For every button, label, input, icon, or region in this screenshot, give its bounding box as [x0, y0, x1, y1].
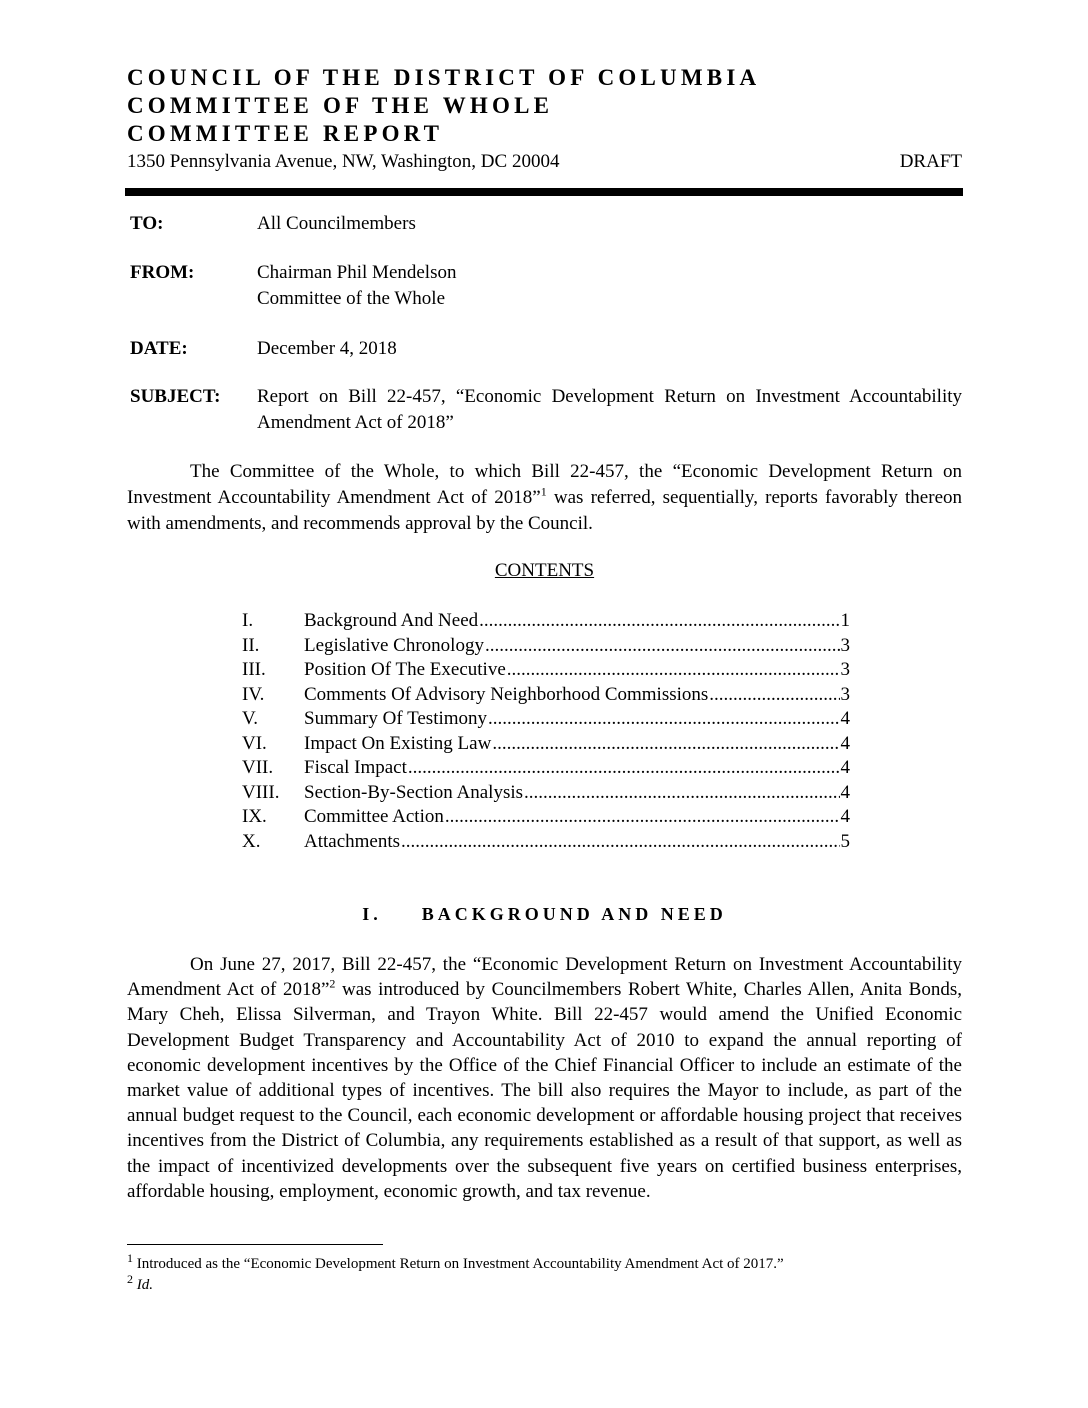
toc-entry-page: 4 [840, 806, 850, 827]
toc-entry-number: VI. [242, 732, 267, 754]
report-heading: COMMITTEE REPORT [127, 121, 444, 146]
toc-dot-leader [401, 830, 839, 854]
footnote-2 [127, 1272, 962, 1295]
footnote-2-number: 2 [127, 1272, 133, 1286]
toc-entry[interactable] [242, 805, 850, 830]
toc-entry-page: 4 [840, 732, 850, 754]
toc-entry-title: Background And Need [304, 610, 479, 631]
background-text-1: On June 27, 2017, Bill 22-457, the “Economic Development Return on Investment Accountability Amendment Act of 2018” [127, 954, 962, 1001]
from-label: FROM: [130, 262, 195, 283]
toc-entry-title: Fiscal Impact [304, 757, 407, 778]
toc-entry-page: 4 [840, 708, 850, 729]
toc-dot-leader [709, 683, 839, 707]
toc-entry-number: VIII. [242, 781, 280, 803]
toc-entry[interactable] [242, 658, 850, 683]
memo-from [130, 260, 962, 312]
memo-subject [130, 384, 962, 436]
toc-entry-number: V. [242, 708, 259, 729]
toc-entry[interactable] [242, 683, 850, 708]
toc-entry-page: 5 [840, 830, 850, 852]
from-line-1: Chairman Phil Mendelson [257, 262, 457, 283]
footnote-ref-2[interactable]: 2 [329, 976, 336, 991]
toc-entry-number: I. [242, 610, 254, 631]
toc-entry-number: X. [242, 830, 261, 852]
toc-dot-leader [479, 609, 839, 633]
footnote-rule [127, 1244, 383, 1245]
intro-paragraph [127, 459, 962, 537]
toc-entry-page: 3 [840, 683, 850, 705]
footnote-1-number: 1 [127, 1251, 133, 1265]
background-paragraph [127, 952, 962, 1204]
subject-label: SUBJECT: [130, 386, 221, 407]
toc-entry-number: VII. [242, 757, 274, 778]
toc-entry-number: III. [242, 659, 266, 680]
footnote-2-text: Id. [136, 1277, 153, 1293]
toc-entry-number: II. [242, 634, 260, 656]
footnote-1 [127, 1251, 962, 1274]
toc-entry-number: IX. [242, 806, 267, 827]
section-heading [127, 902, 962, 926]
toc-entry-page: 4 [840, 757, 850, 778]
toc-dot-leader [488, 707, 839, 731]
toc-entry-title: Attachments [304, 830, 401, 852]
draft-label: DRAFT [899, 151, 962, 172]
date-label: DATE: [130, 338, 188, 359]
toc-entry-page: 3 [840, 634, 850, 656]
footnote-ref-1[interactable]: 1 [540, 484, 547, 499]
toc-entry[interactable] [242, 830, 850, 855]
memo-date [130, 336, 962, 362]
toc-entry[interactable] [242, 634, 850, 659]
toc-entry-title: Section-By-Section Analysis [304, 781, 524, 803]
date-value: December 4, 2018 [257, 338, 397, 359]
toc-entry-title: Summary Of Testimony [304, 708, 488, 729]
toc-entry[interactable] [242, 609, 850, 634]
toc-dot-leader [445, 805, 840, 829]
toc-dot-leader [492, 732, 839, 756]
subject-value: Report on Bill 22-457, “Economic Development Return on Investment Accountability Amendment Act of 2018” [257, 386, 962, 433]
toc-entry[interactable] [242, 756, 850, 781]
toc-entry[interactable] [242, 732, 850, 757]
toc-entry-title: Impact On Existing Law [304, 732, 492, 754]
toc-entry-title: Comments Of Advisory Neighborhood Commissions [304, 683, 709, 705]
from-value [257, 260, 962, 312]
contents-title: CONTENTS [494, 560, 595, 581]
toc-entry-title: Legislative Chronology [304, 634, 484, 656]
toc-entry-number: IV. [242, 683, 265, 705]
toc-entry-page: 3 [840, 659, 850, 680]
toc-entry-title: Committee Action [304, 806, 444, 827]
address: 1350 Pennsylvania Avenue, NW, Washington, DC 20004 [127, 151, 560, 172]
from-line-2: Committee of the Whole [257, 288, 446, 309]
header-rule [125, 188, 963, 196]
committee-heading: COMMITTEE OF THE WHOLE [127, 93, 554, 118]
section-number: I. [362, 904, 382, 924]
to-value: All Councilmembers [257, 213, 416, 234]
table-of-contents [242, 609, 850, 854]
toc-dot-leader [524, 781, 839, 805]
section-title: BACKGROUND AND NEED [421, 904, 727, 924]
background-text-2: was introduced by Councilmembers Robert White, Charles Allen, Anita Bonds, Mary Cheh, Elissa Silverman, and Trayon White. Bill 22-457 would amend the Unified Economic Development Budget Transparency and Accountability Act of 2010 to expand the annual reporting of economic development incentives by the Office of the Chief Financial Officer to include an estimate of the market value of additional types of incentives. The bill also requires the Mayor to include, as part of the annual budget request to the Council, each economic development or affordable housing project that receives incentives from the District of Columbia, any requirements established as a result of that support, as well as the impact of incentivized developments over the subsequent five years on certified business enterprises, affordable housing, employment, economic growth, and tax revenue. [127, 979, 962, 1202]
toc-dot-leader [507, 658, 840, 682]
address-row [127, 150, 962, 174]
toc-dot-leader [408, 756, 840, 780]
toc-entry[interactable] [242, 707, 850, 732]
footnote-1-text: Introduced as the “Economic Development Return on Investment Accountability Amendment Act of 2017.” [133, 1256, 784, 1272]
council-heading: COUNCIL OF THE DISTRICT OF COLUMBIA [127, 65, 761, 90]
toc-entry-page: 1 [840, 610, 850, 631]
to-label: TO: [130, 213, 164, 234]
memo-to [130, 211, 962, 237]
toc-entry-title: Position Of The Executive [304, 659, 506, 680]
toc-entry-page: 4 [840, 781, 850, 803]
intro-text-1: The Committee of the Whole, to which Bill 22-457, the “Economic Development Return on Investment Accountability Amendment Act of 2018” [127, 461, 962, 508]
toc-dot-leader [485, 634, 840, 658]
intro-text-2: was referred, sequentially, reports favorably thereon with amendments, and recommends approval by the Council. [127, 487, 962, 534]
toc-entry[interactable] [242, 781, 850, 806]
